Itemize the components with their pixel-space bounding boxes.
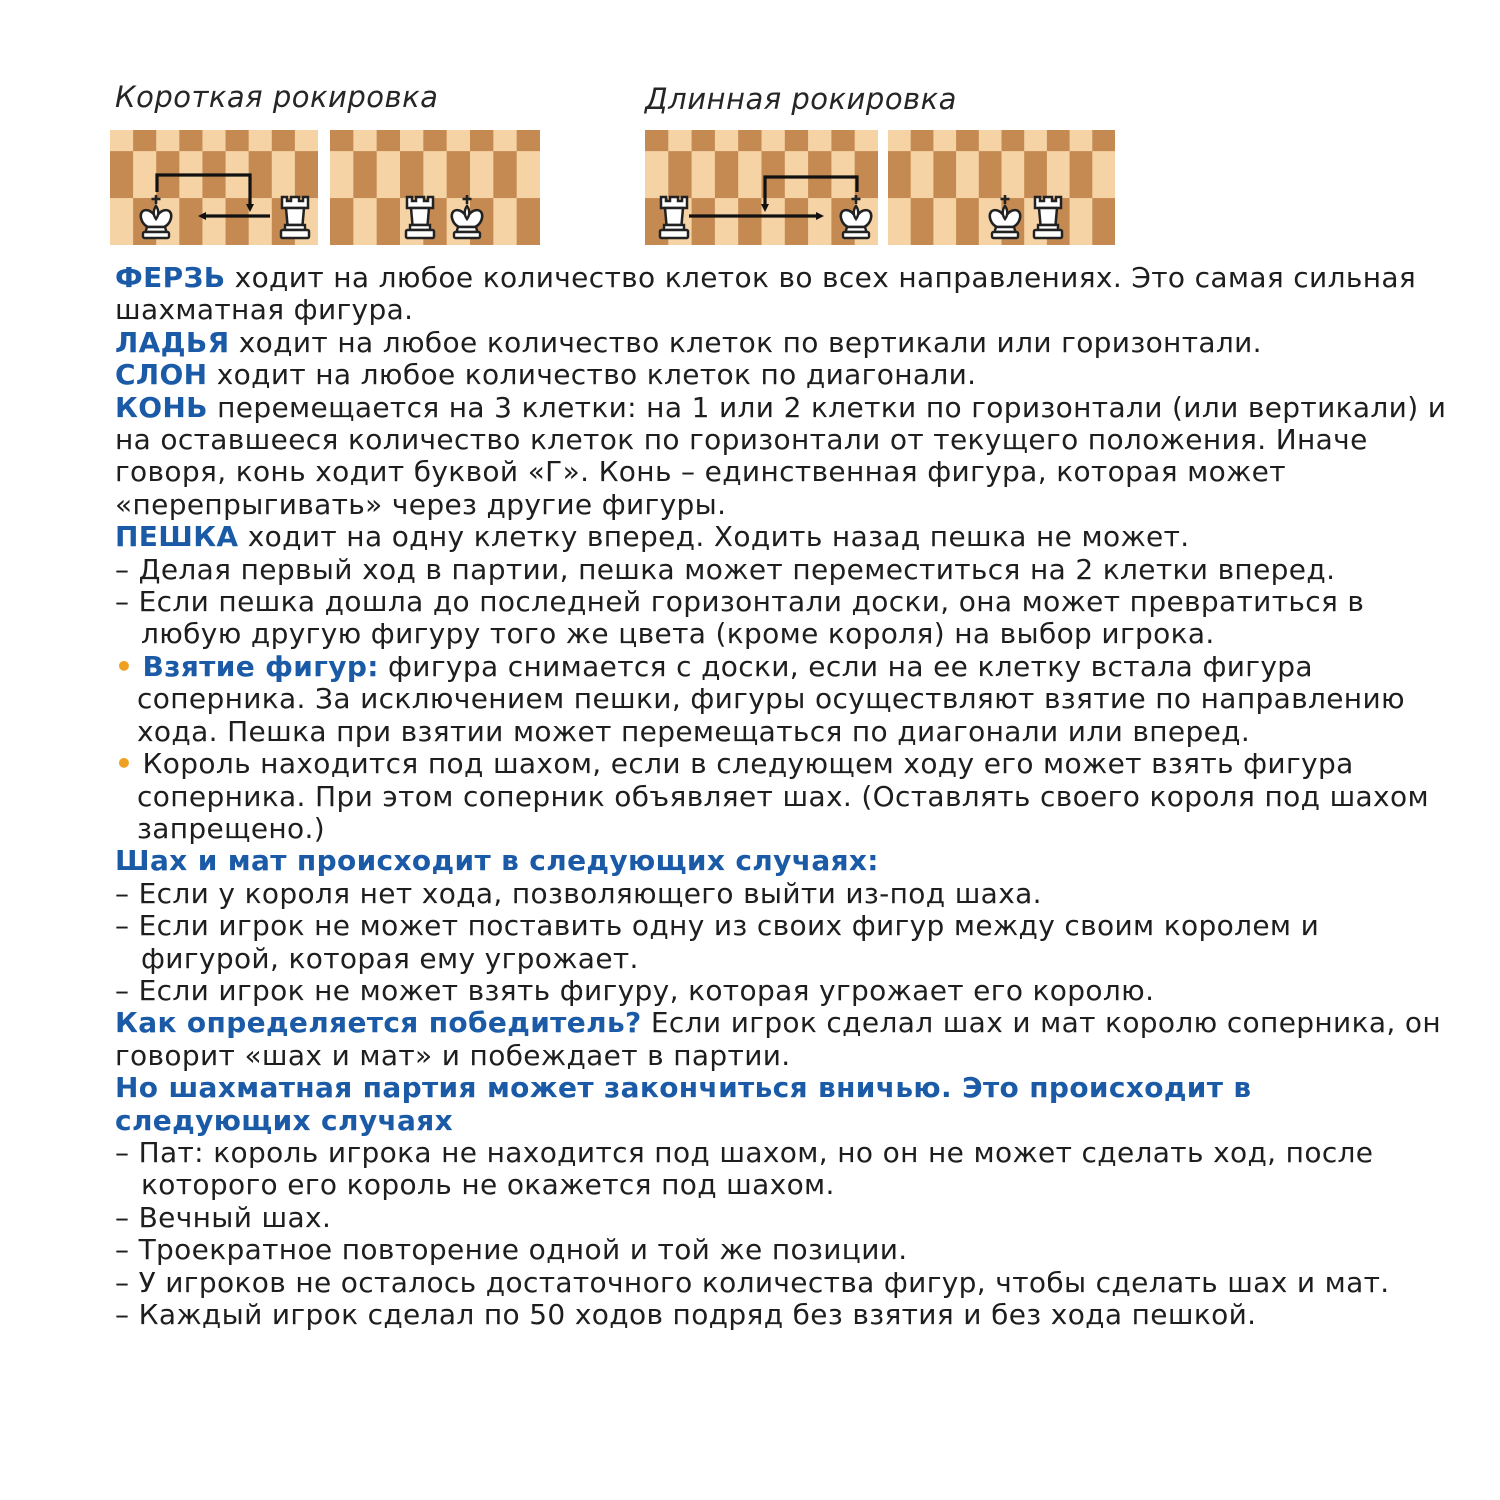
board-square <box>295 130 318 152</box>
board-square <box>831 130 855 152</box>
draw-heading: Но шахматная партия может закончиться вничью. Это происходит в следующих случаях <box>115 1071 1252 1137</box>
rook-rule <box>115 327 1455 359</box>
board-square <box>1092 198 1115 245</box>
board-square <box>933 198 956 245</box>
board-square <box>423 151 447 198</box>
board-square <box>110 130 134 152</box>
bishop-description: ходит на любое количество клеток по диагонали. <box>207 358 977 392</box>
board-square <box>855 130 878 152</box>
queen-rule <box>115 262 1455 327</box>
board-square <box>226 130 250 152</box>
checkmate-case-1: – Если у короля нет хода, позволяющего выйти из-под шаха. <box>115 876 1042 910</box>
winner-description: Если игрок сделал шах и мат королю соперника, он говорит «шах и мат» и побеждает в партии. <box>115 1006 1442 1072</box>
capture-rule <box>115 651 1455 748</box>
check-description: Король находится под шахом, если в следующем ходу его может взять фигура соперника. При этом соперник объявляет шах. (Оставлять своего короля под шахом запрещено.) <box>137 747 1429 845</box>
board-square <box>933 130 956 152</box>
board-square <box>179 198 203 245</box>
rules-text <box>115 262 1455 1331</box>
board-square <box>377 151 401 198</box>
board-square <box>272 151 296 198</box>
rook-keyword: ЛАДЬЯ <box>115 325 230 359</box>
board-square <box>493 151 517 198</box>
short-castling-after-board <box>330 130 540 245</box>
board-square <box>1070 151 1093 198</box>
long-castling-after-board <box>888 130 1115 245</box>
board-square <box>831 151 855 198</box>
pawn-rule-promotion: – Если пешка дошла до последней горизонтали доски, она может превратиться в любую другую фигуру того же цвета (кроме короля) на выбор игрока. <box>115 585 1365 651</box>
board-square <box>956 130 979 152</box>
board-square <box>979 130 1002 152</box>
board-square <box>249 130 273 152</box>
board-square <box>493 130 517 152</box>
capture-description: фигура снимается с доски, если на ее клетку встала фигура соперника. За исключением пешки, фигуры осуществляют взятие по направлению хода. Пешка при взятии может перемещаться по диагонали или вперед. <box>137 649 1405 748</box>
board-square <box>447 151 471 198</box>
board-square <box>715 151 739 198</box>
short-castling-before-board <box>110 130 318 245</box>
board-square <box>295 151 318 198</box>
board-square <box>808 151 832 198</box>
board-square <box>156 130 180 152</box>
board-square <box>423 130 447 152</box>
board-square <box>645 130 669 152</box>
board-square <box>692 151 716 198</box>
board-square <box>226 198 250 245</box>
board-square <box>668 151 692 198</box>
board-square <box>1002 151 1025 198</box>
draw-case-1: – Пат: король игрока не находится под шахом, но он не может сделать ход, после которого его король не окажется под шахом. <box>115 1135 1374 1202</box>
board-square <box>353 151 377 198</box>
board-square <box>1024 130 1047 152</box>
board-square <box>888 130 911 152</box>
board-square <box>738 198 762 245</box>
board-square <box>249 198 273 245</box>
board-square <box>400 130 424 152</box>
board-square <box>110 198 134 245</box>
rook-description: ходит на любое количество клеток по вертикали или горизонтали. <box>229 325 1262 359</box>
board-square <box>738 151 762 198</box>
board-square <box>715 198 739 245</box>
long-castling-before-board <box>645 130 878 245</box>
board-square <box>110 151 134 198</box>
board-square <box>692 198 716 245</box>
board-square <box>1047 130 1070 152</box>
board-square <box>517 151 540 198</box>
board-square <box>377 198 401 245</box>
draw-case-4: – У игроков не осталось достаточного количества фигур, чтобы сделать шах и мат. <box>115 1265 1390 1299</box>
board-square <box>911 130 934 152</box>
draw-case-2: – Вечный шах. <box>115 1200 332 1234</box>
board-square <box>400 151 424 198</box>
board-square <box>933 151 956 198</box>
short-castling-caption: Короткая рокировка <box>115 80 439 114</box>
winner-keyword: Как определяется победитель? <box>115 1006 642 1040</box>
board-square <box>1070 130 1093 152</box>
capture-keyword: Взятие фигур: <box>142 649 379 683</box>
board-square <box>785 151 809 198</box>
pawn-keyword: ПЕШКА <box>115 520 239 554</box>
board-square <box>785 130 809 152</box>
bullet-icon: • <box>115 747 134 781</box>
board-square <box>808 130 832 152</box>
board-square <box>353 130 377 152</box>
board-square <box>979 151 1002 198</box>
checkmate-heading: Шах и мат происходит в следующих случаях: <box>115 844 879 878</box>
board-square <box>956 198 979 245</box>
board-square <box>202 130 226 152</box>
board-square <box>330 130 354 152</box>
board-square <box>911 198 934 245</box>
board-square <box>1024 151 1047 198</box>
queen-keyword: ФЕРЗЬ <box>115 261 226 294</box>
check-rule <box>115 748 1455 845</box>
pawn-rule <box>115 521 1455 553</box>
pawn-rule-first-move: – Делая первый ход в партии, пешка может переместиться на 2 клетки вперед. <box>115 552 1336 586</box>
checkmate-case-3: – Если игрок не может взять фигуру, которая угрожает его королю. <box>115 973 1155 1007</box>
board-square <box>179 130 203 152</box>
board-square <box>645 151 669 198</box>
board-square <box>808 198 832 245</box>
board-square <box>762 130 786 152</box>
queen-description: ходит на любое количество клеток во всех направлениях. Это самая сильная шахматная фигура. <box>115 261 1417 327</box>
board-square <box>888 198 911 245</box>
board-square <box>377 130 401 152</box>
board-square <box>738 130 762 152</box>
board-square <box>493 198 517 245</box>
knight-keyword: КОНЬ <box>115 390 208 424</box>
winner-rule <box>115 1007 1455 1072</box>
board-square <box>330 198 354 245</box>
long-castling-caption: Длинная рокировка <box>645 82 957 116</box>
bullet-icon: • <box>115 649 134 683</box>
board-square <box>447 130 471 152</box>
board-square <box>1092 130 1115 152</box>
board-square <box>272 130 296 152</box>
board-square <box>202 198 226 245</box>
board-square <box>1002 130 1025 152</box>
board-square <box>249 151 273 198</box>
board-square <box>911 151 934 198</box>
board-square <box>1092 151 1115 198</box>
board-square <box>470 151 494 198</box>
draw-case-5: – Каждый игрок сделал по 50 ходов подряд без взятия и без хода пешкой. <box>115 1298 1257 1331</box>
checkmate-case-2: – Если игрок не может поставить одну из своих фигур между своим королем и фигурой, которая ему угрожает. <box>115 909 1320 975</box>
board-square <box>133 151 157 198</box>
board-square <box>956 151 979 198</box>
bishop-rule <box>115 359 1455 391</box>
bishop-keyword: СЛОН <box>115 358 208 392</box>
board-square <box>133 130 157 152</box>
board-square <box>785 198 809 245</box>
board-square <box>517 130 540 152</box>
board-square <box>1047 151 1070 198</box>
board-square <box>692 130 716 152</box>
board-square <box>715 130 739 152</box>
board-square <box>330 151 354 198</box>
board-square <box>1070 198 1093 245</box>
board-square <box>888 151 911 198</box>
board-square <box>668 130 692 152</box>
knight-rule <box>115 392 1455 522</box>
pawn-description: ходит на одну клетку вперед. Ходить назад пешка не может. <box>238 520 1190 554</box>
board-square <box>470 130 494 152</box>
board-square <box>517 198 540 245</box>
board-square <box>353 198 377 245</box>
draw-case-3: – Троекратное повторение одной и той же позиции. <box>115 1233 908 1267</box>
knight-description: перемещается на 3 клетки: на 1 или 2 клетки по горизонтали (или вертикали) и на оставшееся количество клеток по горизонтали от текущего положения. Иначе говоря, конь ходит буквой «Г». Конь – единственная фигура, которая может «перепрыгивать» через другие фигуры. <box>115 390 1447 521</box>
